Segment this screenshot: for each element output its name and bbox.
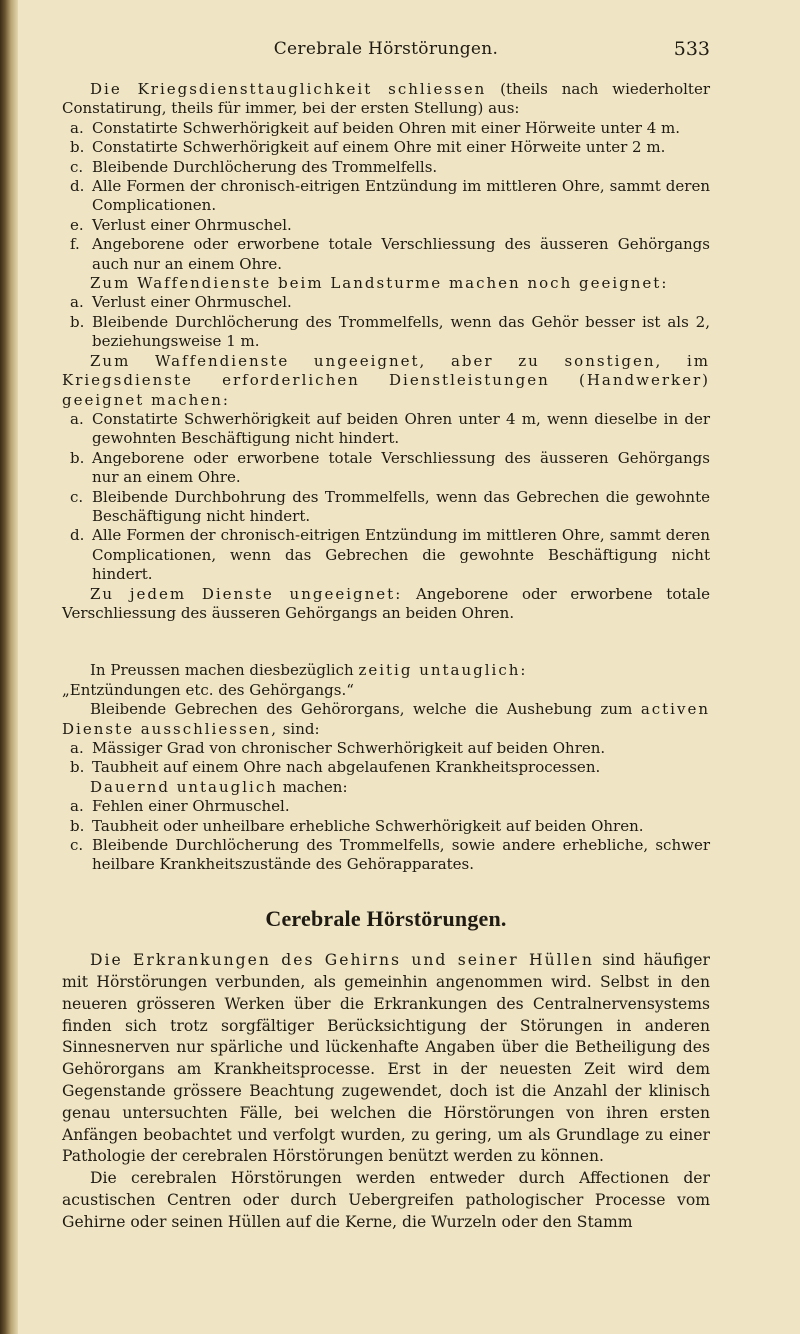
- list-item: [62, 836, 710, 875]
- list-item: [62, 410, 710, 449]
- list-item-label: b.: [70, 816, 85, 835]
- list-item-text: Taubheit auf einem Ohre nach abgelaufenen Krankheitsprocessen.: [92, 758, 601, 777]
- section-gap: [62, 623, 710, 661]
- spaced-phrase: Die Kriegsdiensttauglichkeit schliessen: [90, 80, 487, 98]
- list-item-label: f.: [70, 235, 80, 254]
- list-item: [62, 138, 710, 157]
- list-item-text: Mässiger Grad von chronischer Schwerhörigkeit auf beiden Ohren.: [92, 739, 606, 757]
- paragraph-text: Bleibende Gebrechen des Gehörorgans, welche die Aushebung zum: [90, 700, 641, 719]
- paragraph-text: (theils nach wiederholter Constatirung, theils für immer, bei der ersten Stellung) aus:: [62, 80, 710, 118]
- paragraph-erkrankungen: [62, 950, 710, 1168]
- paragraph-landsturm: Zum Waffendienste beim Landsturme machen noch geeignet:: [90, 274, 669, 293]
- spaced-phrase: Die Erkrankungen des Gehirns und seiner Hüllen: [90, 951, 594, 970]
- book-page: [62, 40, 710, 1234]
- list-item: [62, 526, 710, 584]
- list-item-text: Bleibende Durchlöcherung des Trommelfells, wenn das Gehör besser ist als 2, beziehungsweise 1 m.: [92, 312, 710, 351]
- paragraph-tauglichkeit: [62, 80, 710, 119]
- list-item-label: a.: [70, 293, 84, 312]
- list-item-label: e.: [70, 215, 84, 234]
- list-item: [62, 449, 710, 488]
- paragraph-text: machen:: [277, 777, 348, 796]
- list-item-label: b.: [70, 448, 85, 467]
- list-item-text: Constatirte Schwerhörigkeit auf einem Ohre mit einer Hörweite unter 2 m.: [92, 138, 666, 157]
- paragraph-dauernd: [62, 778, 710, 797]
- list-item: [62, 797, 710, 816]
- list-item: [62, 216, 710, 235]
- list-item: [62, 119, 710, 138]
- spaced-phrase: Zu jedem Dienste ungeeignet:: [90, 584, 403, 603]
- list-item-label: c.: [70, 836, 84, 855]
- list-item-label: a.: [70, 409, 84, 428]
- list-item-text: Angeborene oder erworbene totale Verschliessung des äusseren Gehörgangs nur an einem Ohre.: [92, 448, 710, 487]
- paragraph-handwerker: Zum Waffendienste ungeeignet, aber zu sonstigen, im Kriegsdienste erforderlichen Dienstleistungen (Handwerker) geeignet machen:: [62, 351, 710, 409]
- list-item-label: a.: [70, 739, 84, 757]
- book-spine-shadow: [0, 0, 18, 1334]
- list-item-label: d.: [70, 526, 85, 545]
- list-item-text: Alle Formen der chronisch-eitrigen Entzündung im mittleren Ohre, sammt deren Complicationen.: [92, 177, 710, 215]
- spaced-phrase: activen Dienste ausschliessen,: [62, 700, 710, 738]
- list-item-label: a.: [70, 118, 84, 137]
- page-number: 533: [673, 38, 710, 60]
- list-item-label: b.: [70, 138, 85, 157]
- list-preussen: [62, 739, 710, 778]
- list-item-text: Taubheit oder unheilbare erhebliche Schwerhörigkeit auf beiden Ohren.: [92, 816, 644, 835]
- section-heading: Cerebrale Hörstörungen.: [265, 905, 507, 931]
- list-handwerker: [62, 410, 710, 585]
- list-item: [62, 235, 710, 274]
- list-item-text: Bleibende Durchlöcherung des Trommelfells.: [92, 157, 438, 176]
- quote-line: „Entzündungen etc. des Gehörgangs.“: [62, 680, 354, 699]
- spaced-phrase: zeitig untauglich:: [358, 661, 528, 680]
- body-text: [62, 950, 710, 1233]
- list-item-label: d.: [70, 177, 85, 196]
- list-item-label: b.: [70, 758, 85, 777]
- spaced-phrase: Dauernd untauglich: [90, 777, 278, 796]
- list-item-text: Fehlen einer Ohrmuschel.: [92, 797, 290, 816]
- list-item-text: Constatirte Schwerhörigkeit auf beiden Ohren mit einer Hörweite unter 4 m.: [92, 118, 680, 137]
- paragraph-text: sind:: [277, 719, 320, 738]
- paragraph-text: sind häufiger mit Hörstörungen verbunden, als gemeinhin angenommen wird. Selbst in den neueren grösseren Werken über die Erkrankungen des Centralnervensystems finden sich trotz sorgfältiger Berücksichtigung der Störungen in anderen Sinnesnerven nur spärliche und lückenhafte Angaben über die Betheiligung des Gehörorgans am Krankheitsprocesse. Erst in der neuesten Zeit wird dem Gegenstande grössere Beachtung zugewendet, doch ist die Anzahl der klinisch genau untersuchten Fälle, bei welchen die Hörstörungen von ihren ersten Anfängen beobachtet und verfolgt wurden, zu gering, um als Grundlage zu einer Pathologie der cerebralen Hörstörungen benützt werden zu können.: [62, 951, 710, 1166]
- list-item: [62, 293, 710, 312]
- page-header: [62, 40, 710, 70]
- list-item: [62, 158, 710, 177]
- paragraph-cerebrale: Die cerebralen Hörstörungen werden entweder durch Affectionen der acustischen Centren oder durch Uebergreifen pathologischer Processe vom Gehirne oder seinen Hüllen auf die Kerne, die Wurzeln oder den Stamm: [62, 1169, 710, 1231]
- list-item-text: Bleibende Durchlöcherung des Trommelfells, sowie andere erhebliche, schwer heilbare Krankheitszustände des Gehörapparates.: [92, 836, 710, 874]
- running-title: Cerebrale Hörstörungen.: [273, 39, 499, 59]
- list-item-text: Constatirte Schwerhörigkeit auf beiden Ohren unter 4 m, wenn dieselbe in der gewohnten Beschäftigung nicht hindert.: [92, 409, 710, 448]
- list-item: [62, 177, 710, 216]
- list-item: [62, 817, 710, 836]
- list-item: [62, 739, 710, 758]
- list-item-label: b.: [70, 312, 85, 331]
- paragraph-gebrechen: [62, 700, 710, 739]
- list-item: [62, 488, 710, 527]
- paragraph-preussen: [62, 661, 710, 680]
- list-item-label: c.: [70, 487, 84, 506]
- list-item-text: Angeborene oder erworbene totale Verschliessung des äusseren Gehörgangs auch nur an einem Ohre.: [92, 235, 710, 273]
- list-tauglichkeit: [62, 119, 710, 274]
- list-item-text: Verlust einer Ohrmuschel.: [92, 215, 292, 234]
- paragraph-text: Angeborene oder erworbene totale Verschliessung des äusseren Gehörgangs an beiden Ohren.: [62, 584, 710, 622]
- list-item-text: Verlust einer Ohrmuschel.: [92, 293, 292, 312]
- list-item: [62, 758, 710, 777]
- list-item-label: c.: [70, 157, 84, 176]
- list-item-text: Bleibende Durchbohrung des Trommelfells, wenn das Gebrechen die gewohnte Beschäftigung nicht hindert.: [92, 487, 710, 525]
- list-item-label: a.: [70, 797, 84, 816]
- list-item: [62, 313, 710, 352]
- list-landsturm: [62, 293, 710, 351]
- list-dauernd: [62, 797, 710, 875]
- list-item-text: Alle Formen der chronisch-eitrigen Entzündung im mittleren Ohre, sammt deren Complicationen, wenn das Gebrechen die gewohnte Beschäftigung nicht hindert.: [92, 526, 710, 584]
- paragraph-ungeeignet: [62, 585, 710, 624]
- paragraph-text: In Preussen machen diesbezüglich: [90, 661, 359, 680]
